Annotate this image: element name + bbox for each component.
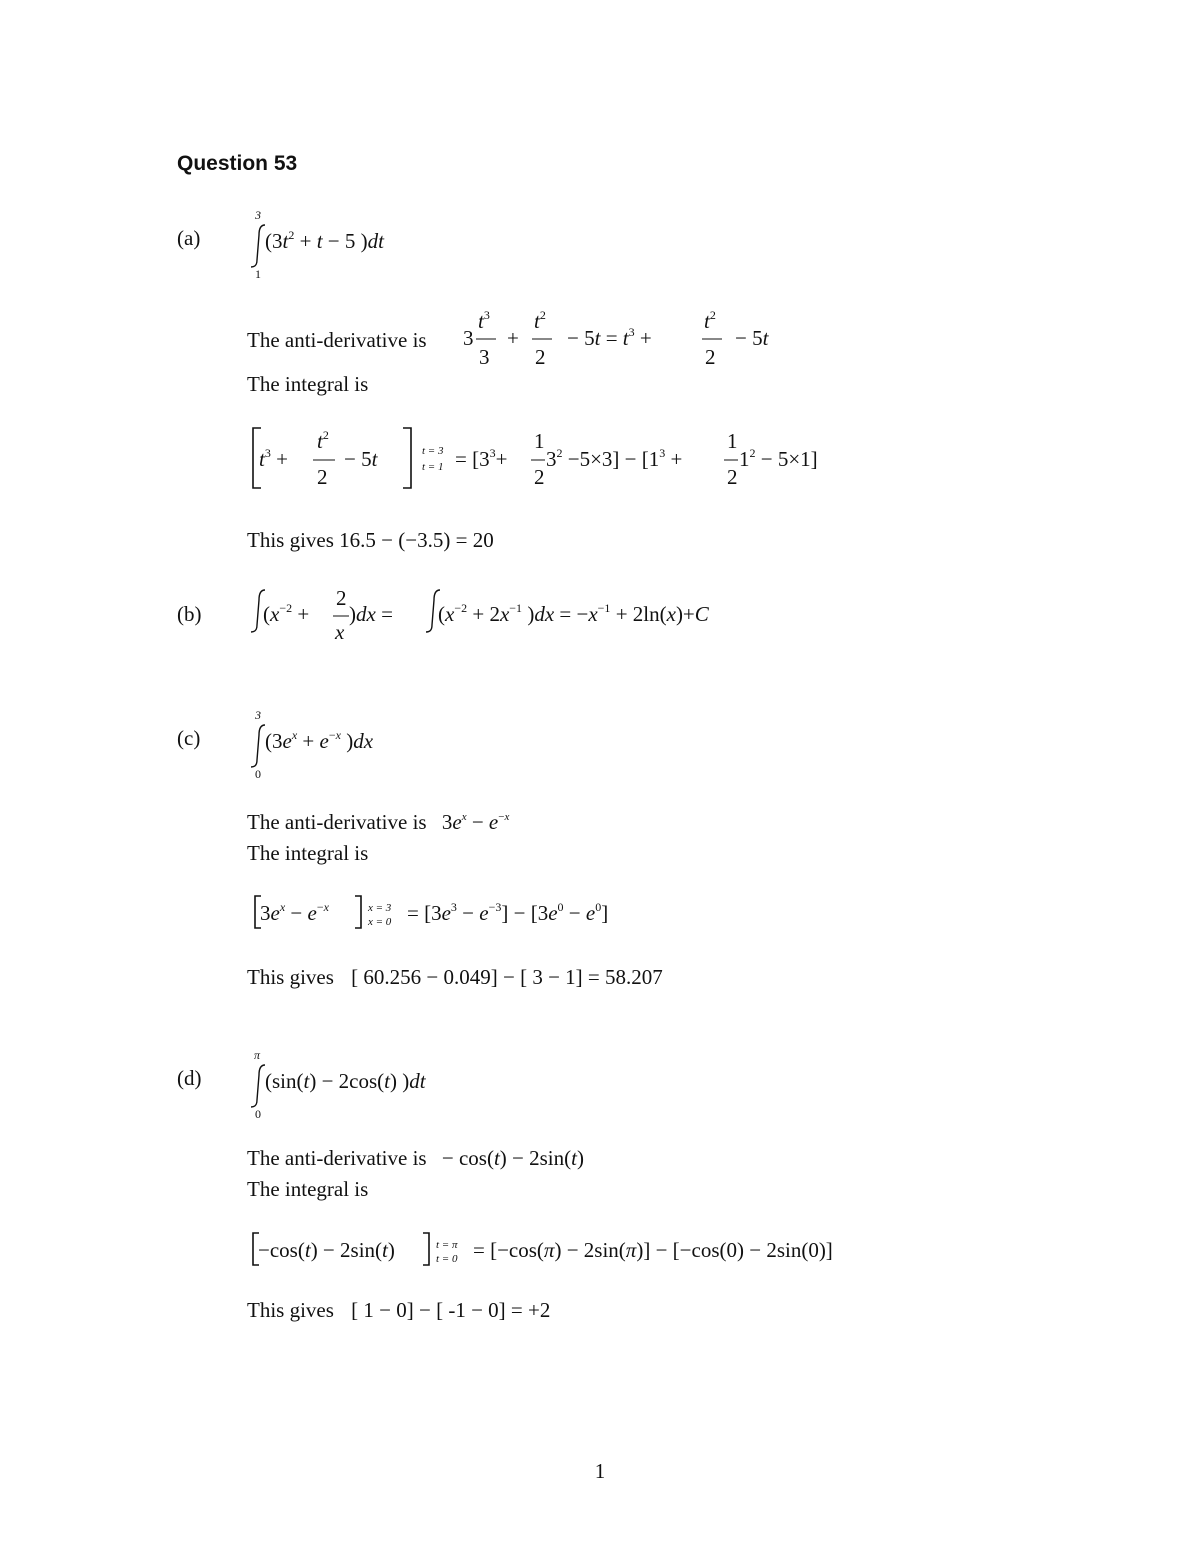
svg-text:(x−2 + 2x−1 )dx = −x−1 +: ($x^{-2} + 2x^{-1}$ )dx = $-x^{-1} + 2\ln(x)+C$ [438, 601, 709, 626]
svg-text:32 −5×3] − [13 +: $3^2 -5\times 3] - [1^3$ + [546, 446, 683, 471]
question-title: Question 53 [177, 152, 298, 175]
part-d-integral [245, 1045, 485, 1120]
part-d-antiderivative-label: The anti-derivative is [247, 1146, 427, 1170]
svg-text:− 5t: − 5t [735, 326, 769, 350]
part-c-antiderivative-label: The anti-derivative is [247, 810, 427, 834]
svg-text:= [33+: = [$3^3+$ [455, 446, 508, 471]
part-c-upper-limit: 3 [255, 708, 261, 722]
svg-text:)dx =: )dx = [349, 602, 393, 626]
part-a-antiderivative [460, 308, 790, 370]
svg-text:− 5t: − 5t [344, 447, 378, 471]
svg-text:3: 3 [463, 326, 474, 350]
svg-text:1: 1 [534, 429, 545, 453]
part-d-evaluation [245, 1229, 925, 1274]
svg-text:12 − 5×1]: $1^2 - 5\times 1$] [739, 446, 818, 471]
svg-text:x: x [335, 620, 345, 644]
svg-text:= [3e3 − e−3] − [3e0 − e0]: = $[3e^3 - e^{-3}] - [3e^0 - e^0]$ [407, 900, 609, 925]
integral-sign-icon [251, 225, 265, 267]
part-d-result [247, 1298, 550, 1323]
part-a-result-label: This gives [247, 528, 334, 552]
svg-text:t2: $t^2$ [317, 428, 329, 453]
svg-text:(sin(t) − 2cos(t) )dt: (sin(t) − 2cos(t) )dt [265, 1069, 426, 1093]
part-a-integral [245, 205, 435, 280]
part-c-label: (c) [177, 726, 201, 750]
part-c-result-value: [ 60.256 − 0.049] − [ 3 − 1] = 58.207 [351, 965, 663, 989]
svg-text:2: 2 [336, 586, 347, 610]
svg-text:3ex − e−x: $3e^x - e^-x$ [260, 900, 329, 925]
part-c-antiderivative-row: The anti-derivative is $3e^x - e^{-x}$ [247, 810, 510, 834]
part-a-integral-label: The integral is [247, 372, 369, 396]
part-d-lower-limit: 0 [255, 1107, 261, 1120]
part-a-evaluation [245, 422, 845, 494]
svg-text:+: + [507, 326, 519, 350]
svg-text:2: 2 [317, 465, 328, 489]
part-a-result [247, 528, 494, 553]
svg-text:3: 3 [479, 345, 490, 369]
part-d-antiderivative-row: The anti-derivative is − cos(t) − 2sin(t) [247, 1146, 584, 1170]
part-d-result-label: This gives [247, 1298, 334, 1322]
part-a-result-value: 16.5 − (−3.5) = 20 [339, 528, 494, 552]
svg-text:2: 2 [705, 345, 716, 369]
svg-text:x = 3: x = 3 [368, 902, 392, 914]
svg-text:t = 3: t = 3 [422, 445, 444, 457]
svg-text:t3: $t^3$ [478, 308, 490, 333]
svg-text:(3ex + e−x )dx: ($3e^x + e^-x$ )dx [265, 728, 374, 753]
integral-sign-icon [251, 725, 265, 767]
part-a-lower-limit: 1 [255, 267, 261, 280]
part-d-result-value: [ 1 − 0] − [ -1 − 0] = +2 [351, 1298, 551, 1322]
svg-text:t3 +: $t^3$ + [259, 446, 288, 471]
svg-text:x = 0: x = 0 [368, 916, 392, 928]
part-c-lower-limit: 0 [255, 767, 261, 780]
part-c-integral [245, 705, 435, 780]
svg-text:2: 2 [534, 465, 545, 489]
svg-text:t = 0: t = 0 [436, 1253, 458, 1265]
integral-sign-icon [251, 1065, 265, 1107]
svg-text:t2: $t^2$ [704, 308, 716, 333]
svg-text:1: 1 [727, 429, 738, 453]
part-c-result-label: This gives [247, 965, 334, 989]
svg-text:−cos(t) − 2sin(t): −cos(t) − 2sin(t) [258, 1238, 395, 1262]
svg-text:= [−cos(π) − 2sin(π)] − [−: = [−cos(π) − 2sin(π)] − [−cos(0) − 2sin(0)] [473, 1238, 833, 1262]
svg-text:2: 2 [727, 465, 738, 489]
part-d-upper-limit: π [254, 1048, 261, 1062]
part-d-label: (d) [177, 1066, 202, 1090]
part-b-label: (b) [177, 602, 202, 626]
svg-text:− 5t = t3 +: − $5t = t^3$ + [567, 325, 652, 350]
part-b-statement [245, 585, 815, 645]
part-a-upper-limit: 3 [255, 208, 261, 222]
part-a-label: (a) [177, 226, 201, 250]
svg-text:(x−2 +: ($x^{-2}$ + [263, 601, 310, 626]
page-number: 1 [594, 1459, 606, 1483]
svg-text:t = 1: t = 1 [422, 461, 444, 473]
svg-text:(3t2 + t − 5 )dt: ($3t^2 + t - 5$ )dt [265, 228, 384, 253]
svg-text:2: 2 [535, 345, 546, 369]
part-c-integral-label: The integral is [247, 841, 369, 865]
part-d-integral-label: The integral is [247, 1177, 369, 1201]
part-c-evaluation [245, 892, 675, 937]
svg-text:t = π: t = π [436, 1239, 458, 1251]
part-c-result [247, 965, 663, 990]
part-a-antiderivative-label: The anti-derivative is [247, 328, 427, 352]
svg-text:t2: $t^2$ [534, 308, 546, 333]
